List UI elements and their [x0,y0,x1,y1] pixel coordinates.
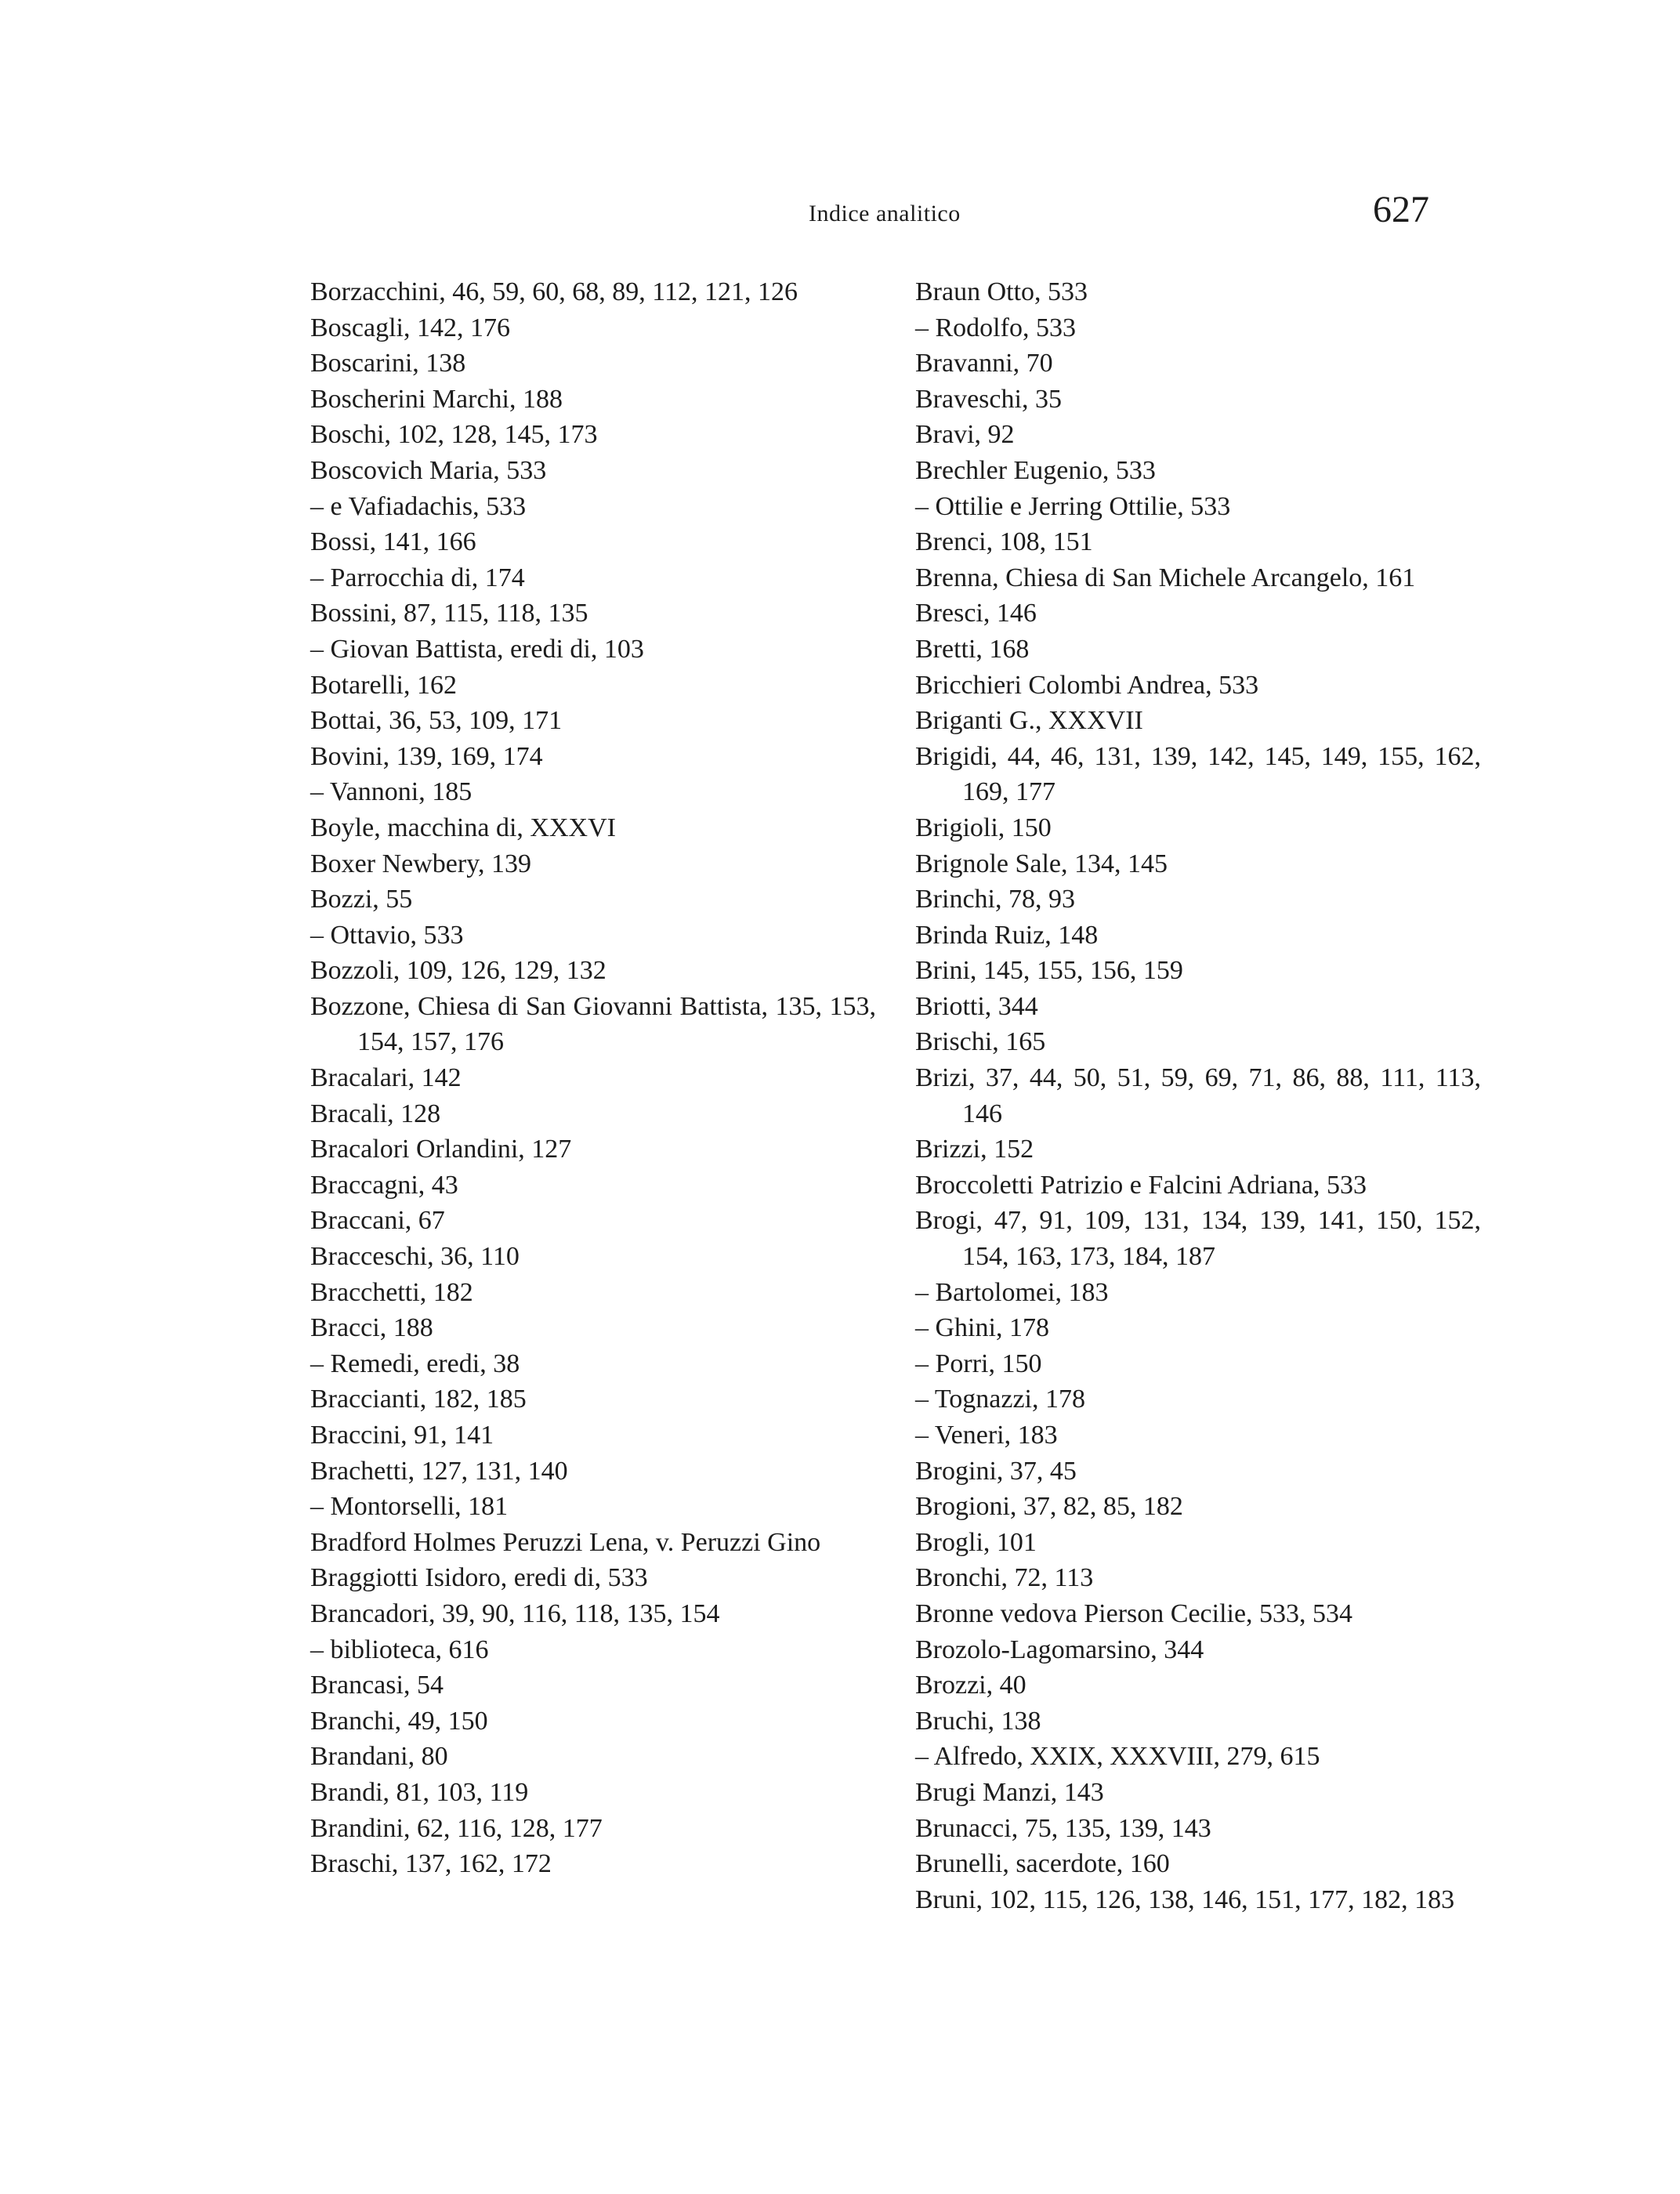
index-subentry: – Ottavio, 533 [310,918,876,954]
index-entry: Bozzoli, 109, 126, 129, 132 [310,956,606,986]
index-column-right [915,274,1481,1917]
index-entry: Braschi, 137, 162, 172 [310,1849,552,1879]
index-entry: Boscovich Maria, 533 [310,455,547,485]
index-entry: Bossi, 141, 166 [310,527,476,557]
index-subentry: – biblioteca, 616 [310,1632,876,1668]
index-entry: Brigioli, 150 [915,813,1052,842]
index-entry: Brugi Manzi, 143 [915,1777,1104,1807]
index-entry: Boxer Newbery, 139 [310,849,531,878]
index-entry: Boscherini Marchi, 188 [310,384,563,414]
index-entry: Brinchi, 78, 93 [915,885,1075,914]
index-entry: Bronne vedova Pierson Cecilie, 533, 534 [915,1598,1353,1628]
index-entry: Brizzi, 152 [915,1135,1034,1164]
index-entry: Bronchi, 72, 113 [915,1563,1094,1593]
index-entry: Brogi, 47, 91, 109, 131, 134, 139, 141, 150, 152, 154, 163, 173, 184, 187 [915,1206,1481,1272]
index-entry: Bresci, 146 [915,599,1037,628]
index-subentry: – Porri, 150 [915,1346,1481,1382]
index-entry: Bracali, 128 [310,1099,441,1128]
index-entry: Bravanni, 70 [915,349,1053,378]
index-entry: Brancasi, 54 [310,1671,444,1700]
index-subentry: – e Vafiadachis, 533 [310,489,876,525]
index-entry: Bozzone, Chiesa di San Giovanni Battista, 135, 153, 154, 157, 176 [310,991,876,1057]
index-entry: Brachetti, 127, 131, 140 [310,1456,568,1486]
index-entry: Brogli, 101 [915,1527,1037,1557]
index-subentry: – Parrocchia di, 174 [310,560,876,596]
index-entry: Brechler Eugenio, 533 [915,455,1156,485]
index-entry: Botarelli, 162 [310,670,457,700]
index-entry: Brenci, 108, 151 [915,527,1093,557]
index-entry: Bradford Holmes Peruzzi Lena, v. Peruzzi Gino [310,1527,821,1557]
index-entry: Broccoletti Patrizio e Falcini Adriana, 533 [915,1170,1367,1200]
index-entry: Brizi, 37, 44, 50, 51, 59, 69, 71, 86, 88, 111, 113, 146 [915,1063,1481,1128]
index-entry: Bracalari, 142 [310,1063,462,1093]
index-entry: Brigidi, 44, 46, 131, 139, 142, 145, 149, 155, 162, 169, 177 [915,741,1481,807]
index-entry: Brozzi, 40 [915,1671,1026,1700]
index-entry: Brancadori, 39, 90, 116, 118, 135, 154 [310,1598,720,1628]
index-entry: Bracceschi, 36, 110 [310,1242,520,1272]
index-entry: Branchi, 49, 150 [310,1706,488,1736]
index-entry: Braccianti, 182, 185 [310,1385,527,1414]
index-entry: Boscarini, 138 [310,349,466,378]
index-entry: Braccini, 91, 141 [310,1421,494,1450]
index-subentry: – Tognazzi, 178 [915,1381,1481,1417]
index-entry: Brandi, 81, 103, 119 [310,1777,529,1807]
index-entry: Braveschi, 35 [915,384,1062,414]
index-subentry: – Ottilie e Jerring Ottilie, 533 [915,489,1481,525]
index-entry: Bravi, 92 [915,420,1015,450]
index-entry: Boscagli, 142, 176 [310,313,510,342]
index-entry: Brogini, 37, 45 [915,1456,1077,1486]
index-subentry: – Ghini, 178 [915,1310,1481,1346]
index-entry: Brenna, Chiesa di San Michele Arcangelo, 161 [915,563,1416,592]
index-subentry: – Alfredo, XXIX, XXXVIII, 279, 615 [915,1739,1481,1775]
index-entry: Bracchetti, 182 [310,1277,473,1307]
index-entry: Bruni, 102, 115, 126, 138, 146, 151, 177, 182, 183 [915,1884,1455,1914]
index-entry: Brini, 145, 155, 156, 159 [915,956,1183,986]
index-subentry: – Rodolfo, 533 [915,310,1481,346]
index-subentry: – Veneri, 183 [915,1417,1481,1454]
index-entry: Boschi, 102, 128, 145, 173 [310,420,598,450]
index-entry: Brischi, 165 [915,1027,1046,1057]
index-entry: Briganti G., XXXVII [915,706,1143,736]
index-entry: Brandini, 62, 116, 128, 177 [310,1813,603,1843]
index-entry: Braun Otto, 533 [915,277,1088,306]
index-entry: Brunelli, sacerdote, 160 [915,1849,1170,1879]
index-entry: Brogioni, 37, 82, 85, 182 [915,1492,1183,1522]
index-entry: Bracci, 188 [310,1313,433,1343]
index-entry: Bozzi, 55 [310,885,413,914]
index-column-left [310,274,876,1882]
index-subentry: – Vannoni, 185 [310,774,876,810]
index-entry: Brinda Ruiz, 148 [915,920,1099,950]
index-entry: Braccani, 67 [310,1206,445,1236]
index-entry: Brignole Sale, 134, 145 [915,849,1168,878]
index-entry: Bovini, 139, 169, 174 [310,741,543,771]
running-title: Indice analitico [809,201,961,226]
index-entry: Boyle, macchina di, XXXVI [310,813,616,842]
index-entry: Braccagni, 43 [310,1170,458,1200]
index-subentry: – Giovan Battista, eredi di, 103 [310,632,876,668]
index-entry: Brunacci, 75, 135, 139, 143 [915,1813,1211,1843]
index-entry: Briotti, 344 [915,991,1038,1021]
index-entry: Bossini, 87, 115, 118, 135 [310,599,588,628]
page-number: 627 [1373,189,1429,230]
index-subentry: – Remedi, eredi, 38 [310,1346,876,1382]
index-entry: Bricchieri Colombi Andrea, 533 [915,670,1259,700]
index-entry: Bracalori Orlandini, 127 [310,1135,572,1164]
index-entry: Braggiotti Isidoro, eredi di, 533 [310,1563,648,1593]
index-entry: Bottai, 36, 53, 109, 171 [310,706,563,736]
index-entry: Bretti, 168 [915,634,1030,664]
index-entry: Bruchi, 138 [915,1706,1041,1736]
index-subentry: – Montorselli, 181 [310,1489,876,1525]
index-entry: Brandani, 80 [310,1742,448,1772]
index-entry: Borzacchini, 46, 59, 60, 68, 89, 112, 121, 126 [310,277,798,306]
index-subentry: – Bartolomei, 183 [915,1275,1481,1311]
index-entry: Brozolo-Lagomarsino, 344 [915,1635,1204,1664]
